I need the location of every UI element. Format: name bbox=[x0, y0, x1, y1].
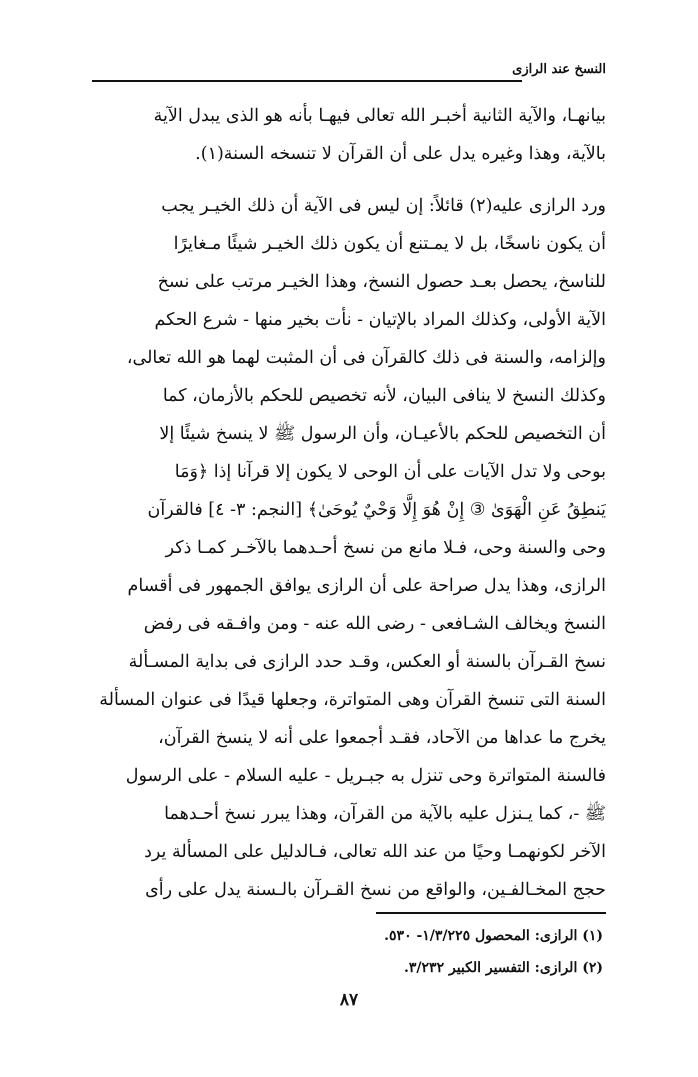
header-rule bbox=[92, 80, 522, 82]
text-line: حجج المخـالفـين، والواقع من نسخ القـرآن بالـسنة يدل على رأى bbox=[145, 880, 606, 900]
text-line: بيانهـا، والآية الثانية أخبـر الله تعالى فيهـا بأنه هو الذى يبدل الآية bbox=[153, 106, 606, 126]
text-line: وحى والسنة وحى، فـلا مانع من نسخ أحـدهما بالآخـر كمـا ذكر bbox=[165, 538, 606, 558]
page-number: ٨٧ bbox=[339, 990, 359, 1010]
text-line: فالسنة المتواترة وحى تنزل به جبـريل - عليه السلام - على الرسول bbox=[125, 766, 606, 786]
footnote-rule bbox=[376, 912, 606, 914]
text-line: السنة التى تنسخ القرآن وهى المتواترة، وجعلها قيدًا فى عنوان المسألة bbox=[99, 690, 606, 710]
footnote: (١) الرازى: المحصول ١/٣/٢٢٥- ٥٣٠. bbox=[384, 928, 603, 944]
text-line: يخرج ما عداها من الآحاد، فقـد أجمعوا على أنه لا ينسخ القرآن، bbox=[158, 728, 606, 748]
quran-verse-line: يَنطِقُ عَنِ الْهَوَىٰ ③ إِنْ هُوَ إِلَّا وَحْيٌ يُوحَىٰ﴾ [النجم: ٣- ٤] فالقرآن bbox=[147, 500, 606, 520]
text-line: ﷺ -، كما يـنزل عليه بالآية من القرآن، وهذا يبرر نسخ أحـدهما bbox=[164, 804, 606, 824]
text-line: الآخر لكونهمـا وحيًا من عند الله تعالى، فـالدليل على المسألة يرد bbox=[144, 842, 606, 862]
running-head: النسخ عند الرازى bbox=[512, 62, 606, 77]
body-text bbox=[90, 97, 606, 909]
text-line: أن التخصيص للحكم بالأعيـان، وأن الرسول ﷺ لا ينسخ شيئًا إلا bbox=[159, 424, 606, 444]
text-line: الآية الأولى، وكذلك المراد بالإتيان - نأت بخير منها - شرع الحكم bbox=[154, 310, 606, 330]
text-line: وكذلك النسخ لا ينافى البيان، لأنه تخصيص للحكم بالأزمان، كما bbox=[162, 386, 606, 406]
text-line: للناسخ، يحصل بعـد حصول النسخ، وهذا الخيـر مرتب على نسخ bbox=[157, 272, 606, 292]
text-line: بالآية، وهذا وغيره يدل على أن القرآن لا تنسخه السنة(١). bbox=[195, 144, 606, 164]
text-line: أن يكون ناسخًا، بل لا يمـتنع أن يكون ذلك الخيـر شيئًا مـغايرًا bbox=[173, 234, 606, 254]
text-line: ورد الرازى عليه(٢) قائلاً: إن ليس فى الآية أن ذلك الخيـر يجب bbox=[161, 196, 606, 216]
text-line: بوحى ولا تدل الآيات على أن الوحى لا يكون إلا قرآنا إذا ﴿وَمَا bbox=[174, 462, 606, 482]
footnotes bbox=[93, 920, 603, 984]
text-line: وإلزامه، والسنة فى ذلك كالقرآن فى أن المثبت لهما هو الله تعالى، bbox=[126, 348, 606, 368]
text-line: الرازى، وهذا يدل صراحة على أن الرازى يوافق الجمهور فى أقسام bbox=[127, 576, 606, 596]
text-line: النسخ ويخالف الشـافعى - رضى الله عنه - ومن وافـقه فى رفض bbox=[143, 614, 606, 634]
footnote: (٢) الرازى: التفسير الكبير ٣/٢٣٢. bbox=[404, 960, 603, 976]
text-line: نسخ القـرآن بالسنة أو العكس، وقـد حدد الرازى فى بداية المسـألة bbox=[128, 652, 606, 672]
paragraph-gap bbox=[90, 173, 606, 187]
